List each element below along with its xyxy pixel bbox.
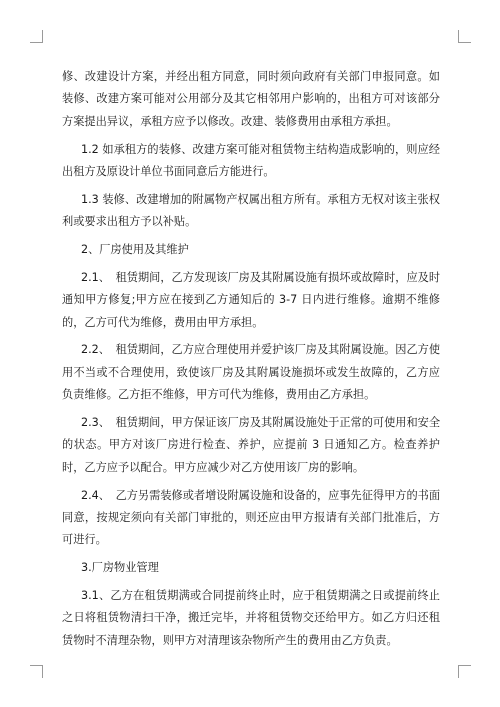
paragraph-2-3: 2.3、 租赁期间，甲方保证该厂房及其附属设施处于正常的可使用和安全的状态。甲方对该厂房进行检查、养护，应提前 3 日通知乙方。检查养护时，乙方应予以配合。甲方应减少对乙方使用该厂房的影响。 [62, 416, 441, 474]
paragraph-3-1: 3.1、乙方在租赁期满或合同提前终止时，应于租赁期满之日或提前终止之日将租赁物清扫干净，搬迁完毕，并将租赁物交还给甲方。如乙方归还租赁物时不清理杂物，则甲方对清理该杂物所产生的费用由乙方负责。 [62, 589, 440, 647]
crop-mark-top-left [30, 30, 43, 43]
paragraph-1-2: 1.2 如承租方的装修、改建方案可能对租赁物主结构造成影响的，则应经出租方及原设计单位书面同意后方能进行。 [62, 142, 440, 179]
crop-mark-top-right [458, 30, 471, 43]
paragraph-2-1: 2.1、 租赁期间，乙方发现该厂房及其附属设施有损坏或故障时，应及时通知甲方修复;甲方应在接到乙方通知后的 3-7 日内进行维修。逾期不维修的，乙方可代为维修，费用由甲方承担。 [62, 270, 441, 329]
crop-mark-bottom-left [30, 665, 43, 678]
section-heading-2: 2、厂房使用及其维护 [81, 243, 189, 257]
document-body [62, 66, 440, 658]
crop-mark-bottom-right [458, 665, 471, 678]
paragraph-2-4: 2.4、 乙方另需装修或者增设附属设施和设备的，应事先征得甲方的书面同意，按规定须向有关部门审批的，则还应由甲方报请有关部门批准后，方可进行。 [62, 488, 441, 547]
section-heading-3: 3.厂房物业管理 [81, 561, 159, 575]
paragraph-1-3: 1.3 装修、改建增加的附属物产权属出租方所有。承租方无权对该主张权利或要求出租方予以补贴。 [62, 192, 440, 229]
paragraph-continuation: 修、改建设计方案，并经出租方同意，同时须向政府有关部门申报同意。如装修、改建方案可能对公用部分及其它相邻用户影响的，出租方可对该部分方案提出异议，承租方应予以修改。改建、装修费用由承租方承担。 [62, 70, 440, 128]
paragraph-2-2: 2.2、 租赁期间，乙方应合理使用并爱护该厂房及其附属设施。因乙方使用不当或不合理使用，致使该厂房及其附属设施损坏或发生故障的，乙方应负责维修。乙方拒不维修，甲方可代为维修，费用由乙方承担。 [62, 343, 441, 402]
